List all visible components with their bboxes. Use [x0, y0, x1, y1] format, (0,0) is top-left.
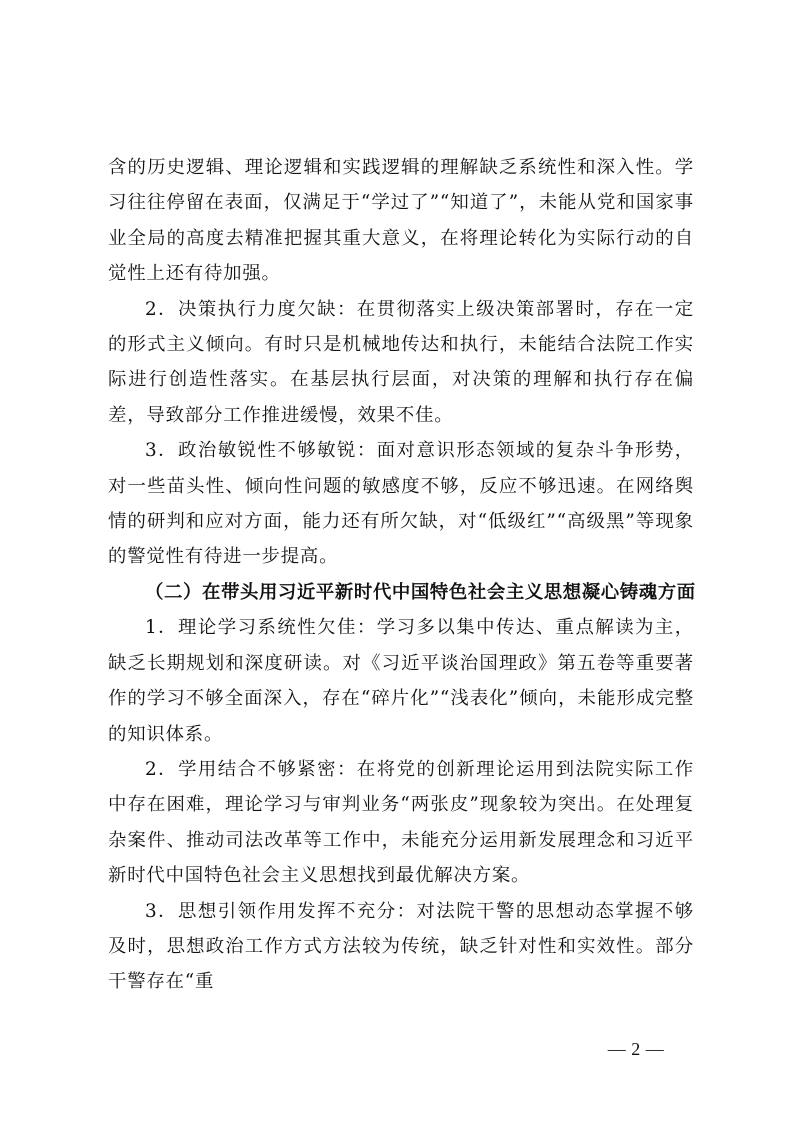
paragraph-item-theory-study: 1．理论学习系统性欠佳：学习多以集中传达、重点解读为主，缺乏长期规划和深度研读。对《习近平谈治国理政》第五卷等重要著作的学习不够全面深入，存在“碎片化”“浅表化”倾向，未能形成完整的知识体系。	[108, 617, 694, 745]
paragraph-item-political-sensitivity: 3．政治敏锐性不够敏锐：面对意识形态领域的复杂斗争形势，对一些苗头性、倾向性问题的敏感度不够，反应不够迅速。在网络舆情的研判和应对方面，能力还有所欠缺，对“低级红”“高级黑”等现象的警觉性有待进一步提高。	[108, 440, 694, 568]
page-number: — 2 —	[607, 1039, 665, 1059]
section-heading: （二）在带头用习近平新时代中国特色社会主义思想凝心铸魂方面	[145, 581, 696, 603]
document-body	[108, 150, 694, 1000]
paragraph-item-decision-execution: 2．决策执行力度欠缺：在贯彻落实上级决策部署时，存在一定的形式主义倾向。有时只是机械地传达和执行，未能结合法院工作实际进行创造性落实。在基层执行层面，对决策的理解和执行存在偏差，导致部分工作推进缓慢，效果不佳。	[108, 298, 694, 426]
paragraph-item-ideological-guidance: 3．思想引领作用发挥不充分：对法院干警的思想动态掌握不够及时，思想政治工作方式方法较为传统，缺乏针对性和实效性。部分干警存在“重	[108, 900, 694, 993]
paragraph-item-study-application: 2．学用结合不够紧密：在将党的创新理论运用到法院实际工作中存在困难，理论学习与审判业务“两张皮”现象较为突出。在处理复杂案件、推动司法改革等工作中，未能充分运用新发展理念和习近平新时代中国特色社会主义思想找到最优解决方案。	[108, 758, 694, 887]
paragraph-continuation: 含的历史逻辑、理论逻辑和实践逻辑的理解缺乏系统性和深入性。学习往往停留在表面，仅满足于“学过了”“知道了”，未能从党和国家事业全局的高度去精准把握其重大意义，在将理论转化为实际行动的自觉性上还有待加强。	[108, 157, 694, 285]
